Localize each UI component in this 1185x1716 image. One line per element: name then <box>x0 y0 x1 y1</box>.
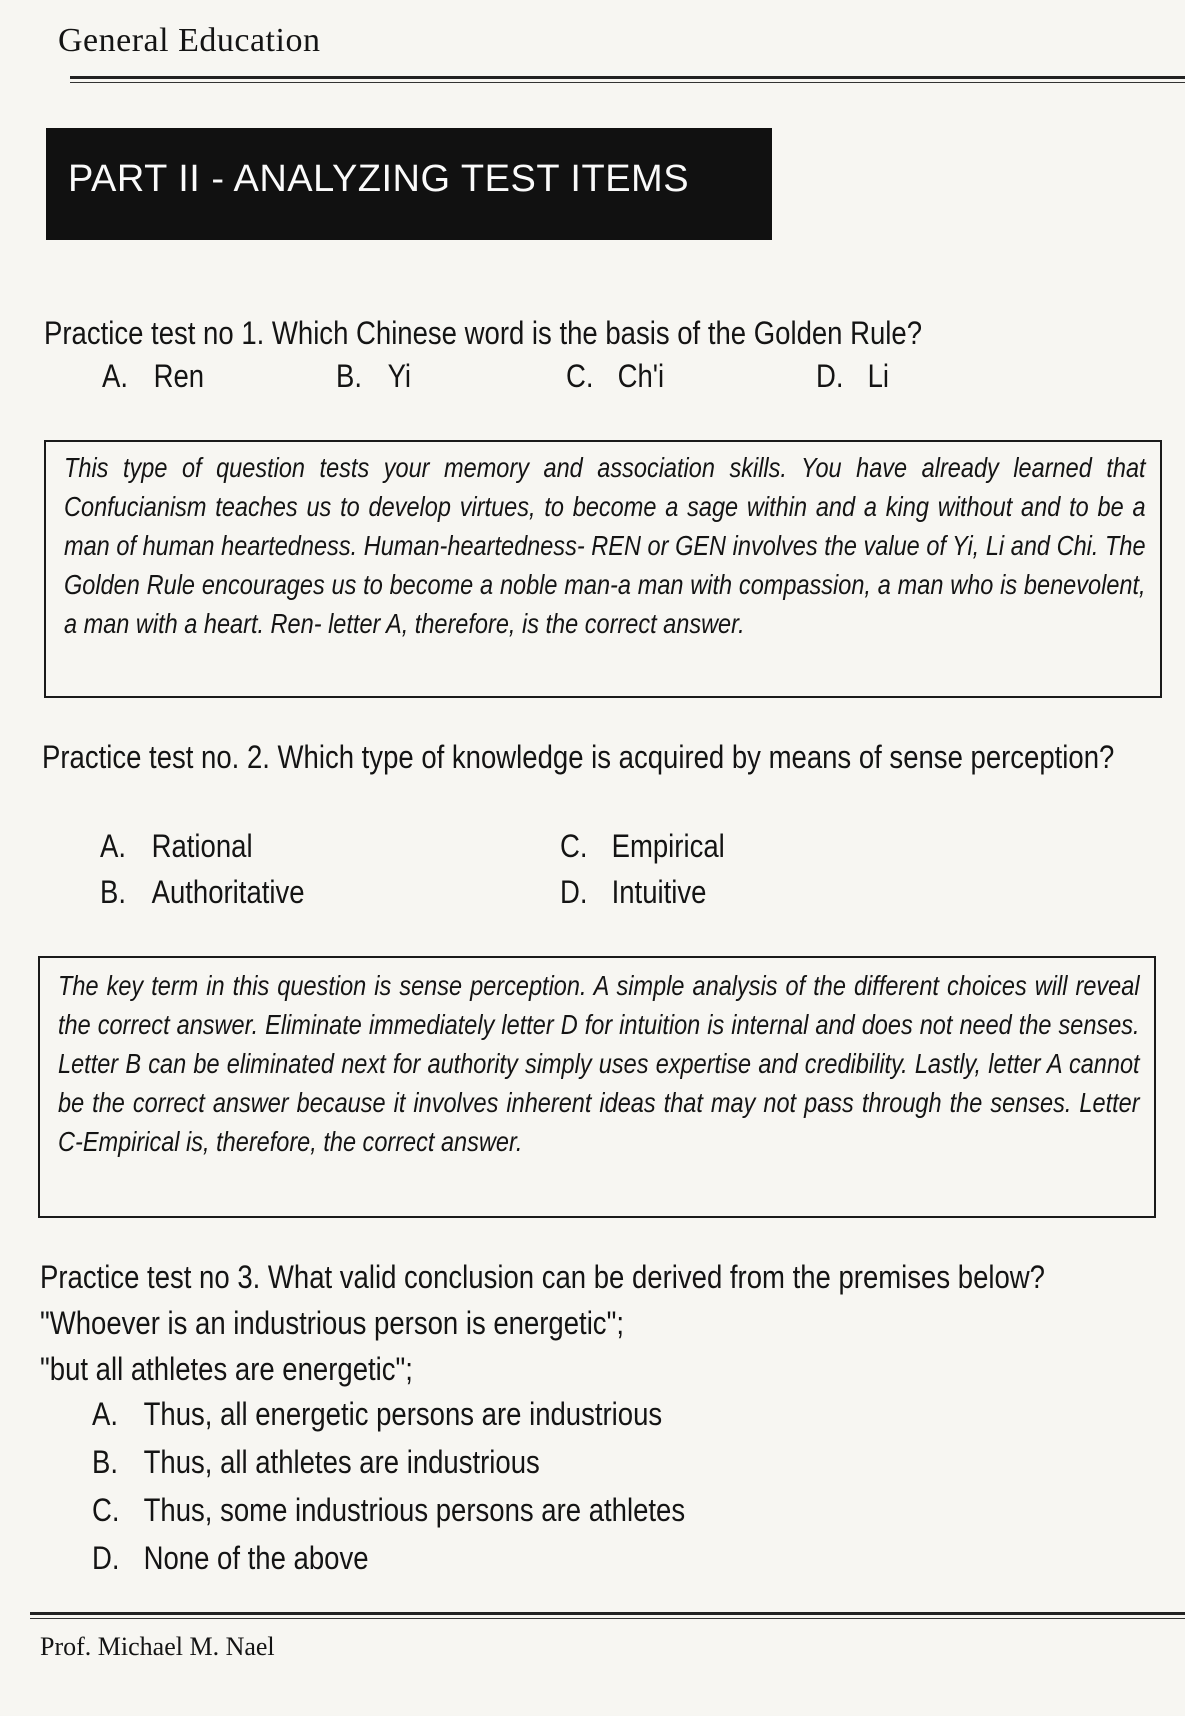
option-letter: D. <box>816 358 844 394</box>
option-letter: B. <box>336 358 363 394</box>
option-1d <box>816 358 889 395</box>
option-text: Ch'i <box>617 358 665 394</box>
option-2a <box>100 828 253 865</box>
option-3c <box>92 1492 685 1529</box>
option-text: Li <box>867 358 890 394</box>
option-letter: A. <box>102 358 129 394</box>
option-letter: A. <box>100 828 127 864</box>
option-text: Thus, all energetic persons are industrious <box>143 1396 663 1432</box>
question-1: Practice test no 1. Which Chinese word is the basis of the Golden Rule? <box>44 315 923 351</box>
option-text: Yi <box>387 358 412 394</box>
explanation-text: The key term in this question is sense perception. A simple analysis of the different choices will reveal the correct answer. Eliminate immediately letter D for intuition is internal and does not need the senses. Letter B can be eliminated next for authority simply uses expertise and credibility. Lastly, letter A cannot be the correct answer because it involves inherent ideas that may not pass through the senses. Letter C-Empirical is, therefore, the correct answer. <box>58 970 1140 1157</box>
option-text: Thus, all athletes are industrious <box>143 1444 540 1480</box>
option-letter: C. <box>560 828 588 864</box>
footer-rule-thin <box>30 1618 1185 1619</box>
footer-rule <box>30 1612 1185 1615</box>
option-2c <box>560 828 725 865</box>
option-letter: B. <box>100 874 127 910</box>
premise-1: "Whoever is an industrious person is energetic"; <box>40 1305 624 1341</box>
option-letter: C. <box>92 1492 120 1528</box>
header-rule-thin <box>70 82 1185 83</box>
option-letter: B. <box>92 1444 119 1480</box>
premise-2: "but all athletes are energetic"; <box>40 1351 413 1387</box>
footer-author: Prof. Michael M. Nael <box>40 1632 275 1661</box>
option-text: Intuitive <box>611 874 707 910</box>
option-3b <box>92 1444 540 1481</box>
option-1a <box>102 358 204 395</box>
header-rule <box>70 76 1185 79</box>
option-3a <box>92 1396 662 1433</box>
option-text: Thus, some industrious persons are athletes <box>143 1492 686 1528</box>
section-title: PART II - ANALYZING TEST ITEMS <box>68 158 690 200</box>
option-text: None of the above <box>143 1540 369 1576</box>
option-text: Empirical <box>611 828 725 864</box>
option-3d <box>92 1540 369 1577</box>
running-header: General Education <box>58 22 321 59</box>
option-text: Ren <box>153 358 205 394</box>
option-letter: D. <box>92 1540 120 1576</box>
option-letter: C. <box>566 358 594 394</box>
option-1c <box>566 358 664 395</box>
option-2d <box>560 874 706 911</box>
explanation-box-2 <box>38 956 1156 1218</box>
question-3: Practice test no 3. What valid conclusion can be derived from the premises below? <box>40 1259 1045 1295</box>
option-1b <box>336 358 411 395</box>
section-banner <box>46 128 772 240</box>
explanation-box-1 <box>44 440 1162 698</box>
option-2b <box>100 874 305 911</box>
option-letter: D. <box>560 874 588 910</box>
option-letter: A. <box>92 1396 119 1432</box>
explanation-text: This type of question tests your memory and association skills. You have already learned that Confucianism teaches us to develop virtues, to become a sage within and a king without and to be a man of human heartedness. Human-heartedness- REN or GEN involves the value of Yi, Li and Chi. The Golden Rule encourages us to become a noble man-a man with compassion, a man who is benevolent, a man with a heart. Ren- letter A, therefore, is the correct answer. <box>64 452 1146 639</box>
option-text: Authoritative <box>151 874 305 910</box>
option-text: Rational <box>151 828 253 864</box>
question-2: Practice test no. 2. Which type of knowledge is acquired by means of sense perception? <box>42 739 1115 775</box>
